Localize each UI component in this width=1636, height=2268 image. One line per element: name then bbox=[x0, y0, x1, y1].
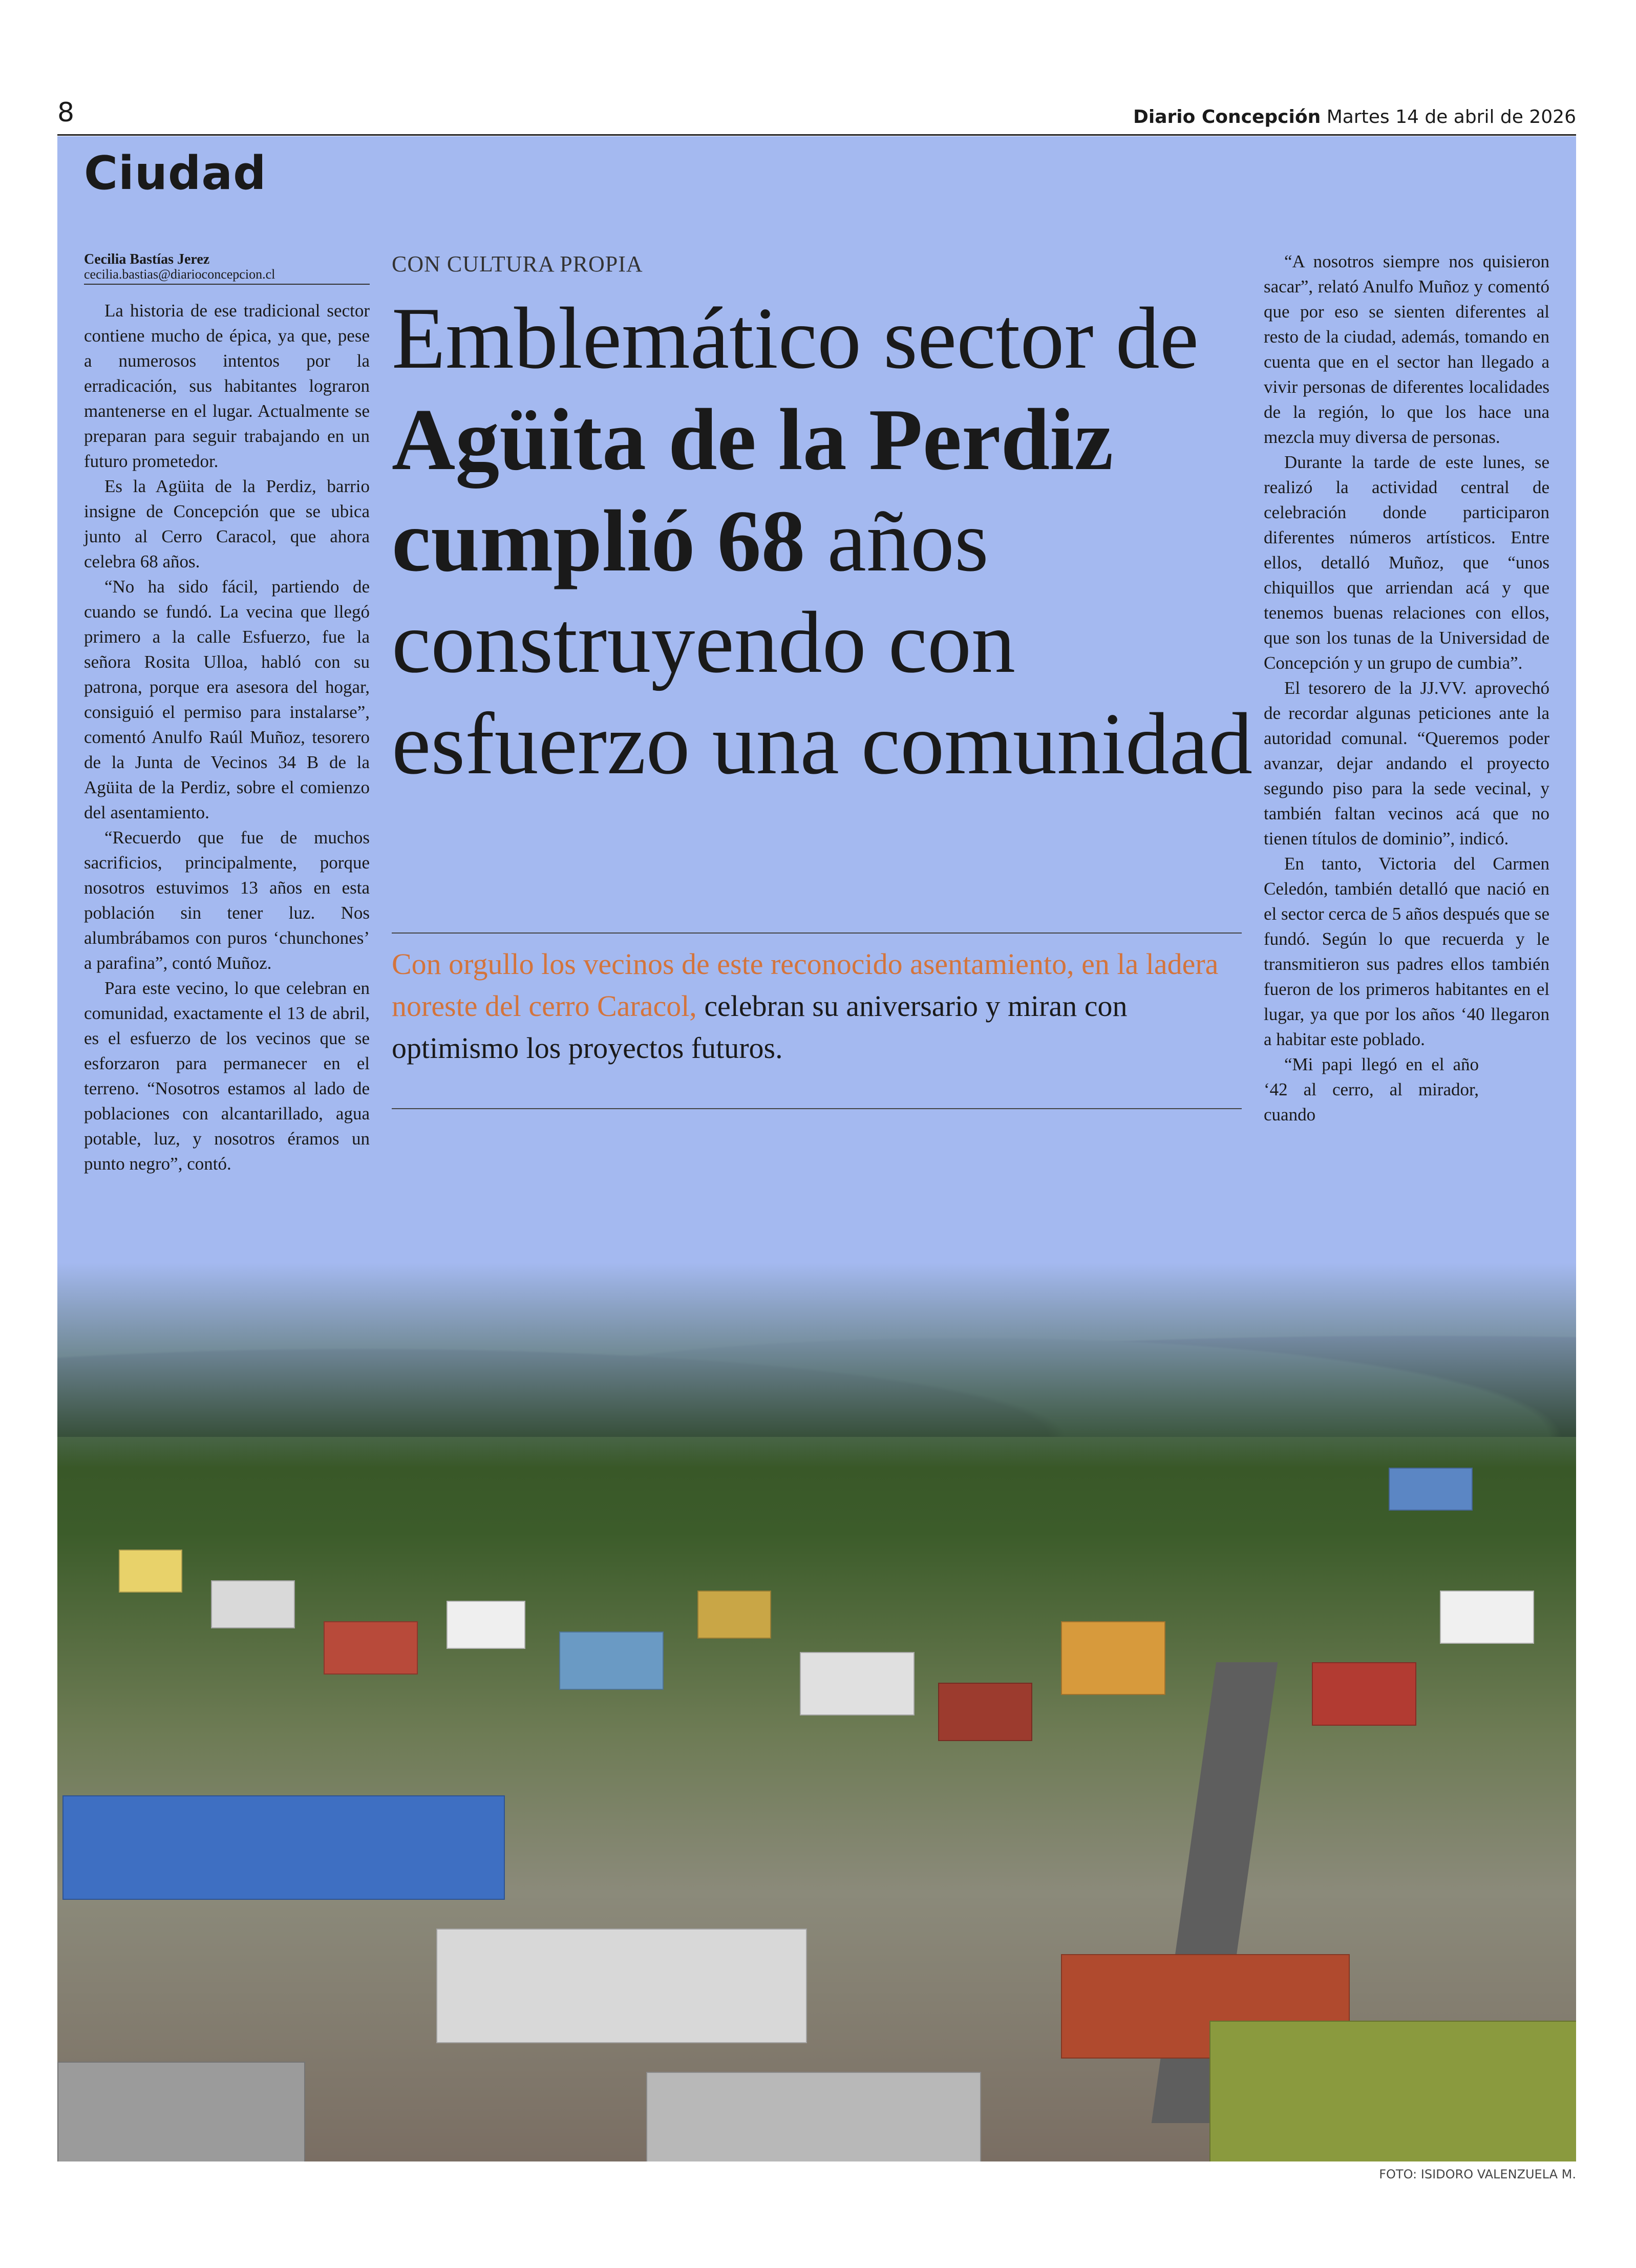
photo-house bbox=[1209, 2021, 1576, 2161]
photo-house bbox=[800, 1652, 915, 1715]
author-name: Cecilia Bastías Jerez bbox=[84, 251, 210, 267]
paragraph: “Recuerdo que fue de muchos sacrificios, principalmente, porque nosotros estuvimos 13 años en esta población sin tener luz. Nos alumbrábamos con puros ‘chunchones’ a parafina”, contó Muñoz. bbox=[84, 828, 370, 973]
photo-house bbox=[1389, 1468, 1473, 1511]
photo-house bbox=[57, 2062, 305, 2161]
paragraph: Durante la tarde de este lunes, se realizó la actividad central de celebración donde participaron diferentes números artísticos. Entre ellos, detalló Muñoz, que “unos chiquillos que arriendan acá y que tenemos buenas relaciones con ellos, que son los tunas de la Universidad de Concepción y un grupo de cumbia”. bbox=[1264, 452, 1549, 673]
photo-house bbox=[1061, 1621, 1165, 1695]
neighborhood-photo bbox=[57, 1263, 1576, 2161]
kicker: CON CULTURA PROPIA bbox=[392, 251, 643, 277]
headline-part2: años construyendo con esfuerzo una comunidad bbox=[392, 493, 1253, 793]
byline bbox=[84, 252, 370, 285]
photo-house bbox=[119, 1550, 182, 1593]
top-rule bbox=[57, 134, 1576, 136]
paragraph: “A nosotros siempre nos quisieron sacar”, relató Anulfo Muñoz y comentó que por eso se sienten diferentes al resto de la ciudad, además, tomando en cuenta que en el sector han llegado a vivir personas de diferentes localidades de la región, lo que los hace una mezcla muy diversa de personas. bbox=[1264, 251, 1549, 447]
photo-sky-blend bbox=[57, 1263, 1576, 1468]
paragraph: Para este vecino, lo que celebran en comunidad, exactamente el 13 de abril, es el esfuerzo de los vecinos que se esforzaron para permanecer en el terreno. “Nosotros estamos al lado de poblaciones con alcantarillado, agua potable, luz, y nosotros éramos un punto negro”, contó. bbox=[84, 978, 370, 1174]
photo-house bbox=[938, 1683, 1032, 1741]
photo-house bbox=[1312, 1662, 1416, 1726]
masthead bbox=[1133, 107, 1576, 128]
paragraph: En tanto, Victoria del Carmen Celedón, también detalló que nació en el sector cerca de 5 años después que se fundó. Según lo que recuerda y le transmitieron sus padres ellos también fueron de los primeros habitantes en el lugar, ya que por los años ‘40 llegaron a habitar este poblado. bbox=[1264, 854, 1549, 1049]
headline-bold: Agüita de la Perdiz cumplió 68 bbox=[392, 391, 1114, 590]
paper-name: Diario Concepción bbox=[1133, 107, 1321, 128]
paragraph: El tesorero de la JJ.VV. aprovechó de recordar algunas peticiones ante la autoridad comunal. “Queremos poder avanzar, dejar andando el proyecto segundo piso para la sede vecinal, y también faltan vecinos acá que no tienen títulos de dominio”, indicó. bbox=[1264, 678, 1549, 849]
photo-house bbox=[447, 1601, 525, 1649]
issue-date: Martes 14 de abril de 2026 bbox=[1326, 107, 1576, 128]
paragraph: La historia de ese tradicional sector contiene mucho de épica, ya que, pese a numerosos intentos por la erradicación, sus habitantes lograron mantenerse en el lugar. Actualmente se preparan para seguir trabajando en un futuro prometedor. bbox=[84, 301, 370, 471]
deck-accent: Con orgullo los vecinos de este reconocido asentamiento, en la ladera noreste del cerro Caracol, bbox=[392, 947, 1219, 1023]
headline-part1: Emblemático sector de bbox=[392, 290, 1199, 387]
section-title: Ciudad bbox=[84, 146, 267, 200]
paragraph: “Mi papi llegó en el año ‘42 al cerro, al mirador, cuando bbox=[1264, 1054, 1479, 1125]
page-number: 8 bbox=[57, 97, 75, 128]
deck-bottom-rule bbox=[392, 1108, 1242, 1109]
photo-house bbox=[697, 1591, 771, 1639]
photo-sports-court bbox=[62, 1795, 505, 1900]
photo-house bbox=[646, 2072, 981, 2161]
deck bbox=[392, 943, 1252, 1069]
paragraph: “No ha sido fácil, partiendo de cuando se fundó. La vecina que llegó primero a la calle Esfuerzo, fue la señora Rosita Ulloa, habló con su patrona, porque era asesora del hogar, consiguió el permiso para instalarse”, comentó Anulfo Raúl Muñoz, tesorero de la Junta de Vecinos 34 B de la Agüita de la Perdiz, sobre el comienzo del asentamiento. bbox=[84, 577, 370, 822]
right-column bbox=[1264, 249, 1549, 1127]
deck-top-rule bbox=[392, 932, 1242, 934]
deck-rest: celebran su aniversario y miran con optimismo los proyectos futuros. bbox=[392, 989, 1128, 1065]
article-panel bbox=[57, 136, 1576, 2161]
photo-house bbox=[1440, 1591, 1534, 1644]
photo-house bbox=[211, 1580, 295, 1628]
photo-house bbox=[436, 1928, 807, 2043]
author-email: cecilia.bastias@diarioconcepcion.cl bbox=[84, 267, 275, 282]
photo-credit: FOTO: ISIDORO VALENZUELA M. bbox=[1379, 2167, 1576, 2181]
photo-house bbox=[324, 1621, 418, 1674]
left-column bbox=[84, 298, 370, 1176]
photo-house bbox=[559, 1631, 664, 1690]
paragraph: Es la Agüita de la Perdiz, barrio insigne de Concepción que se ubica junto al Cerro Caracol, que ahora celebra 68 años. bbox=[84, 476, 370, 571]
headline bbox=[392, 288, 1293, 795]
